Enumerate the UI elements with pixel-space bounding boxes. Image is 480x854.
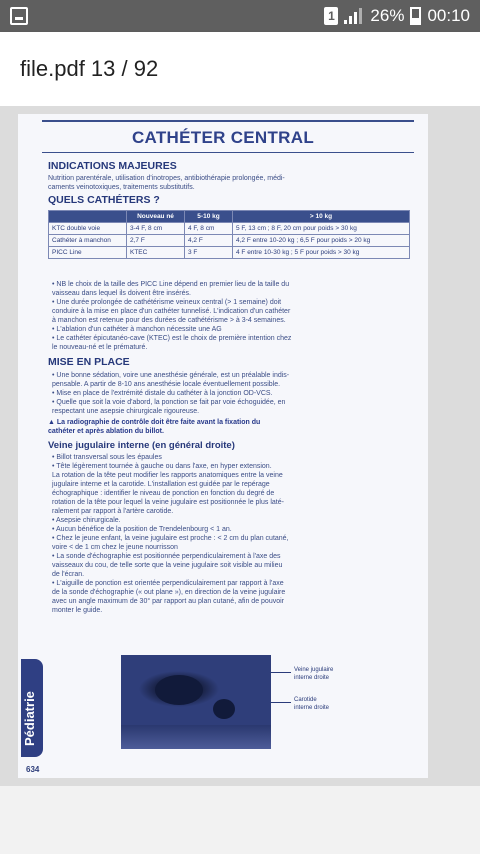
battery-percent: 26% xyxy=(370,6,405,25)
top-rule xyxy=(42,120,414,122)
carotid-shape xyxy=(213,699,235,719)
status-bar xyxy=(0,0,480,32)
jugular-vein-shape xyxy=(155,675,203,705)
pdf-viewer[interactable] xyxy=(0,106,480,786)
table-header xyxy=(49,211,127,223)
table-cell: 5 F, 13 cm ; 8 F, 20 cm pour poids > 30 kg xyxy=(233,223,410,235)
table-cell: 3 F xyxy=(185,247,233,259)
signal-icon xyxy=(344,8,364,24)
clock: 00:10 xyxy=(427,6,470,25)
page-heading: CATHÉTER CENTRAL xyxy=(131,128,315,147)
bullet-line: • Une bonne sédation, voire une anesthésie générale, est un préalable indis- xyxy=(52,372,290,379)
table-cell: 4 F, 8 cm xyxy=(185,223,233,235)
warning-line: ▲ La radiographie de contrôle doit être faite avant la fixation du xyxy=(48,419,261,426)
bullet-line: • Mise en place de l'extrémité distale du cathéter à la jonction OD-VCS. xyxy=(52,390,273,397)
bullet-line: La rotation de la tête peut modifier les rapports anatomiques entre la veine xyxy=(52,472,283,479)
table-cell: KTC double voie xyxy=(49,223,127,235)
bullet-line: • Aucun bénéfice de la position de Trendelenbourg < 1 an. xyxy=(52,526,232,533)
title-rule xyxy=(42,152,414,153)
jugular-heading: Veine jugulaire interne (en général droite) xyxy=(48,440,235,451)
bullet-line: le nouveau-né et le prématuré. xyxy=(52,344,148,351)
table-cell: 4 F entre 10-30 kg ; 5 F pour poids > 30 kg xyxy=(233,247,410,259)
bullet-line: • Une durée prolongée de cathétérisme veineux central (> 1 semaine) doit xyxy=(52,299,282,306)
page-number: 634 xyxy=(26,765,40,774)
bullet-line: • La sonde d'échographie est positionnée perpendiculairement à l'axe des xyxy=(52,553,281,560)
gallery-icon xyxy=(10,7,28,25)
pdf-page[interactable] xyxy=(18,114,428,778)
indications-text-1: Nutrition parentérale, utilisation d'inotropes, antibiothérapie prolongée, médi- xyxy=(48,175,285,182)
bullet-line: • Chez le jeune enfant, la veine jugulaire est proche : < 2 cm du plan cutané, xyxy=(52,535,289,542)
bullet-line: • Billot transversal sous les épaules xyxy=(52,454,162,461)
table-cell: 4,2 F xyxy=(185,235,233,247)
label-pointer xyxy=(271,672,291,673)
status-icons xyxy=(324,0,470,32)
bullet-line: voire < de 1 cm chez le jeune nourrisson xyxy=(52,544,178,551)
catheters-heading: QUELS CATHÉTERS ? xyxy=(48,194,160,206)
bullet-line: respectant une asepsie chirurgicale rigoureuse. xyxy=(52,408,200,415)
label-pointer xyxy=(271,702,291,703)
placement-heading: MISE EN PLACE xyxy=(48,356,130,368)
bullet-line: ralement par rapport à l'artère carotide. xyxy=(52,508,174,515)
table-header: > 10 kg xyxy=(233,211,410,223)
table-cell: PICC Line xyxy=(49,247,127,259)
bullet-line: • Tête légèrement tournée à gauche ou dans l'axe, en hyper extension. xyxy=(52,463,272,470)
catheter-table xyxy=(48,210,410,259)
document-title: file.pdf 13 / 92 xyxy=(20,56,159,81)
bullet-line: rotation de la tête pour lequel la veine jugulaire est positionnée le plus laté- xyxy=(52,499,284,506)
table-header-row xyxy=(49,211,410,223)
bullet-line: jugulaire interne et la carotide. L'installation est guidée par le repérage xyxy=(52,481,270,488)
warning-line: cathéter et après ablation du billot. xyxy=(48,428,164,435)
table-cell: KTEC xyxy=(127,247,185,259)
bullet-line: de la sonde d'échographie (« out plane »), en direction de la veine jugulaire xyxy=(52,589,286,596)
bullet-line: • Asepsie chirurgicale. xyxy=(52,517,121,524)
bullet-line: vaisseau dans lequel ils doivent être insérés. xyxy=(52,290,191,297)
table-row xyxy=(49,247,410,259)
table-row xyxy=(49,223,410,235)
figure-label-carotid: Carotide interne droite xyxy=(294,697,330,711)
bullet-line: • L'ablation d'un cathéter à manchon nécessite une AG xyxy=(52,326,222,333)
bullet-line: de l'écran. xyxy=(52,571,85,578)
table-cell: Cathéter à manchon xyxy=(49,235,127,247)
bullet-line: • NB le choix de la taille des PICC Line dépend en premier lieu de la taille du xyxy=(52,281,290,288)
table-header: Nouveau né xyxy=(127,211,185,223)
figure-label-vein: Veine jugulaire interne droite xyxy=(294,667,334,681)
indications-text-2: caments veinotoxiques, traitements substitutifs. xyxy=(48,184,195,191)
bullet-line: échographique : identifier le niveau de ponction en fonction du degré de xyxy=(52,490,275,497)
bullet-line: • L'aiguille de ponction est orientée perpendiculairement par rapport à l'axe xyxy=(52,580,284,587)
bullet-line: • Le cathéter épicutanéo-cave (KTEC) est le choix de première intention chez xyxy=(52,335,292,342)
bullet-line: • Quelle que soit la voie d'abord, la ponction se fait par voie échoguidée, en xyxy=(52,399,286,406)
bullet-line: avec un angle maximum de 30° par rapport au plan cutané, afin de pouvoir xyxy=(52,598,284,605)
bullet-line: monter le guide. xyxy=(52,607,103,614)
section-tab-label: Pédiatrie xyxy=(22,691,37,746)
bullet-line: pensable. A partir de 8-10 ans anesthésie locale éventuellement possible. xyxy=(52,381,281,388)
table-cell: 4,2 F entre 10-20 kg ; 6,5 F pour poids > 20 kg xyxy=(233,235,410,247)
app-bar xyxy=(0,32,480,106)
sim-icon: 1 xyxy=(324,7,338,25)
bullet-line: vaisseaux du cou, de telle sorte que la veine jugulaire soit visible au milieu xyxy=(52,562,283,569)
bullet-line: à manchon est retenue pour des durées de cathétérisme > à 3-4 semaines. xyxy=(52,317,286,324)
battery-icon xyxy=(410,7,421,25)
table-header: 5-10 kg xyxy=(185,211,233,223)
indications-heading: INDICATIONS MAJEURES xyxy=(48,160,177,172)
table-cell: 2,7 F xyxy=(127,235,185,247)
table-row xyxy=(49,235,410,247)
ultrasound-image xyxy=(121,655,271,749)
table-cell: 3-4 F, 8 cm xyxy=(127,223,185,235)
bullet-line: conduire à la mise en place d'un cathéter tunnelisé. L'indication d'un cathéter xyxy=(52,308,291,315)
